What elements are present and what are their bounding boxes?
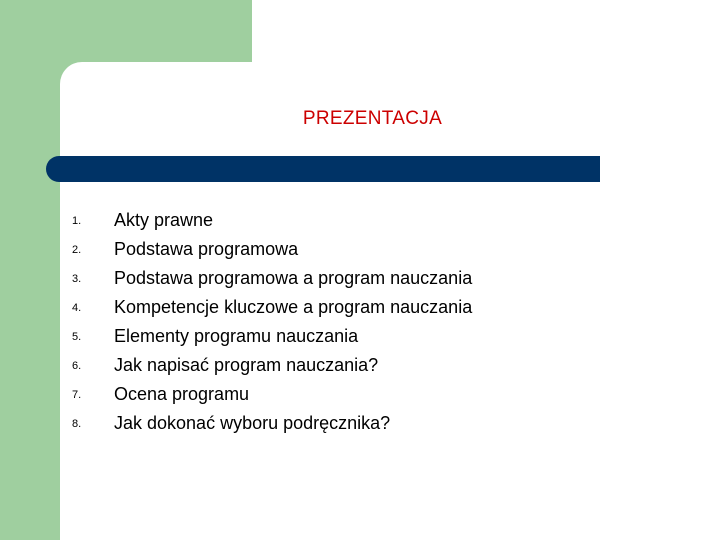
list-item-text: Ocena programu [114,384,250,404]
list-item-text: Podstawa programowa [114,239,299,259]
list-item [72,351,472,380]
list-item [72,264,472,293]
list-item-text: Kompetencje kluczowe a program nauczania [114,297,473,317]
list-item [72,409,472,438]
list-item-number: 7. [72,388,82,401]
slide-title: PREZENTACJA [302,108,443,129]
list-item-number: 1. [72,214,82,227]
list-item [72,235,472,264]
list-item-text: Jak dokonać wyboru podręcznika? [114,413,391,433]
list-item-number: 8. [72,417,82,430]
list-item-number: 6. [72,359,82,372]
list-item-text: Podstawa programowa a program nauczania [114,268,473,288]
list-item-text: Akty prawne [114,210,214,230]
list-item [72,322,472,351]
list-item-text: Elementy programu nauczania [114,326,359,346]
list-item [72,380,472,409]
agenda-list [72,206,472,438]
list-item-number: 2. [72,243,82,256]
list-item [72,206,472,235]
title-divider-bar [46,156,600,182]
list-item-number: 3. [72,272,82,285]
list-item [72,293,472,322]
list-item-text: Jak napisać program nauczania? [114,355,379,375]
list-item-number: 5. [72,330,82,343]
list-item-number: 4. [72,301,82,314]
